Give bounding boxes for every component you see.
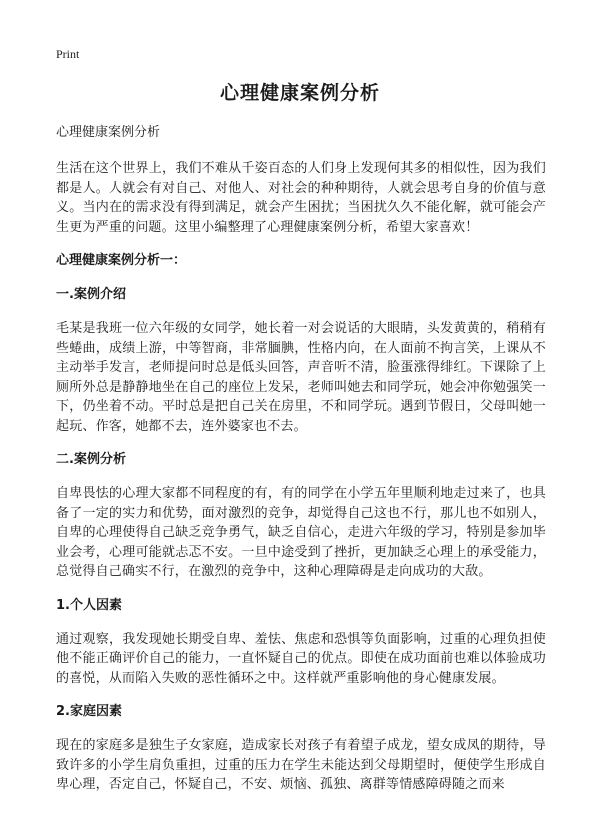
section-heading: 心理健康案例分析一： bbox=[56, 253, 187, 268]
case-analysis-heading: 二.案例分析 bbox=[56, 452, 126, 467]
case-intro-heading: 一.案例介绍 bbox=[56, 287, 126, 302]
family-factor-heading: 2.家庭因素 bbox=[56, 704, 122, 719]
personal-factor-heading: 1.个人因素 bbox=[56, 597, 122, 613]
case-intro-paragraph: 毛某是我班一位六年级的女同学，她长着一对会说话的大眼睛，头发黄黄的，稍稍有些蜷曲，成绩上游，中等智商，非常腼腆，性格内向，在人面前不拘言笑，上课从不主动举手发言，老师提问时总是低头回答，声音听不清，脸蛋涨得绯红。下课除了上厕所外总是静静地坐在自己的座位上发呆，老师叫她去和同学玩，她会冲你勉强笑一下，仍坐着不动。平时总是把自己关在房里，不和同学玩。遇到节假日，父母叫她一起玩、作客，她都不去，连外婆家也不去。 bbox=[56, 321, 546, 434]
print-link[interactable]: Print bbox=[56, 47, 80, 61]
document-subtitle: 心理健康案例分析 bbox=[56, 125, 161, 140]
page-title: 心理健康案例分析 bbox=[219, 82, 380, 104]
personal-factor-paragraph: 通过观察，我发现她长期受自卑、羞怯、焦虑和恐惧等负面影响，过重的心理负担使他不能正确评价自己的能力，一直怀疑自己的优点。即使在成功面前也难以体验成功的喜悦，从而陷入失败的恶性循环之中。这样就严重影响他的身心健康发展。 bbox=[56, 631, 546, 686]
intro-paragraph: 生活在这个世界上，我们不难从千姿百态的人们身上发现何其多的相似性，因为我们都是人。人就会有对自己、对他人、对社会的种种期待，人就会思考自身的价值与意义。当内在的需求没有得到满足，就会产生困扰；当困扰久久不能化解，就可能会产生更为严重的问题。这里小编整理了心理健康案例分析，希望大家喜欢！ bbox=[56, 161, 546, 235]
family-factor-paragraph: 现在的家庭多是独生子女家庭，造成家长对孩子有着望子成龙，望女成凤的期待，导致许多的小学生肩负重担，过重的压力在学生未能达到父母期望时，便使学生形成自卑心理，否定自己，怀疑自己，不安、烦恼、孤独、离群等情感障碍随之而来 bbox=[56, 738, 546, 792]
document-body bbox=[56, 123, 546, 809]
case-analysis-paragraph: 自卑畏怯的心理大家都不同程度的有，有的同学在小学五年里顺利地走过来了，也具备了一定的实力和优势，面对激烈的竞争，却觉得自己这也不行，那儿也不如别人，自卑的心理使得自己缺乏竞争勇气，缺乏自信心，走进六年级的学习，特别是参加毕业会考，心理可能就忐忑不安。一旦中途受到了挫折，更加缺乏心理上的承受能力，总觉得自己确实不行，在激烈的竞争中，这种心理障碍是走向成功的大敌。 bbox=[56, 486, 546, 579]
